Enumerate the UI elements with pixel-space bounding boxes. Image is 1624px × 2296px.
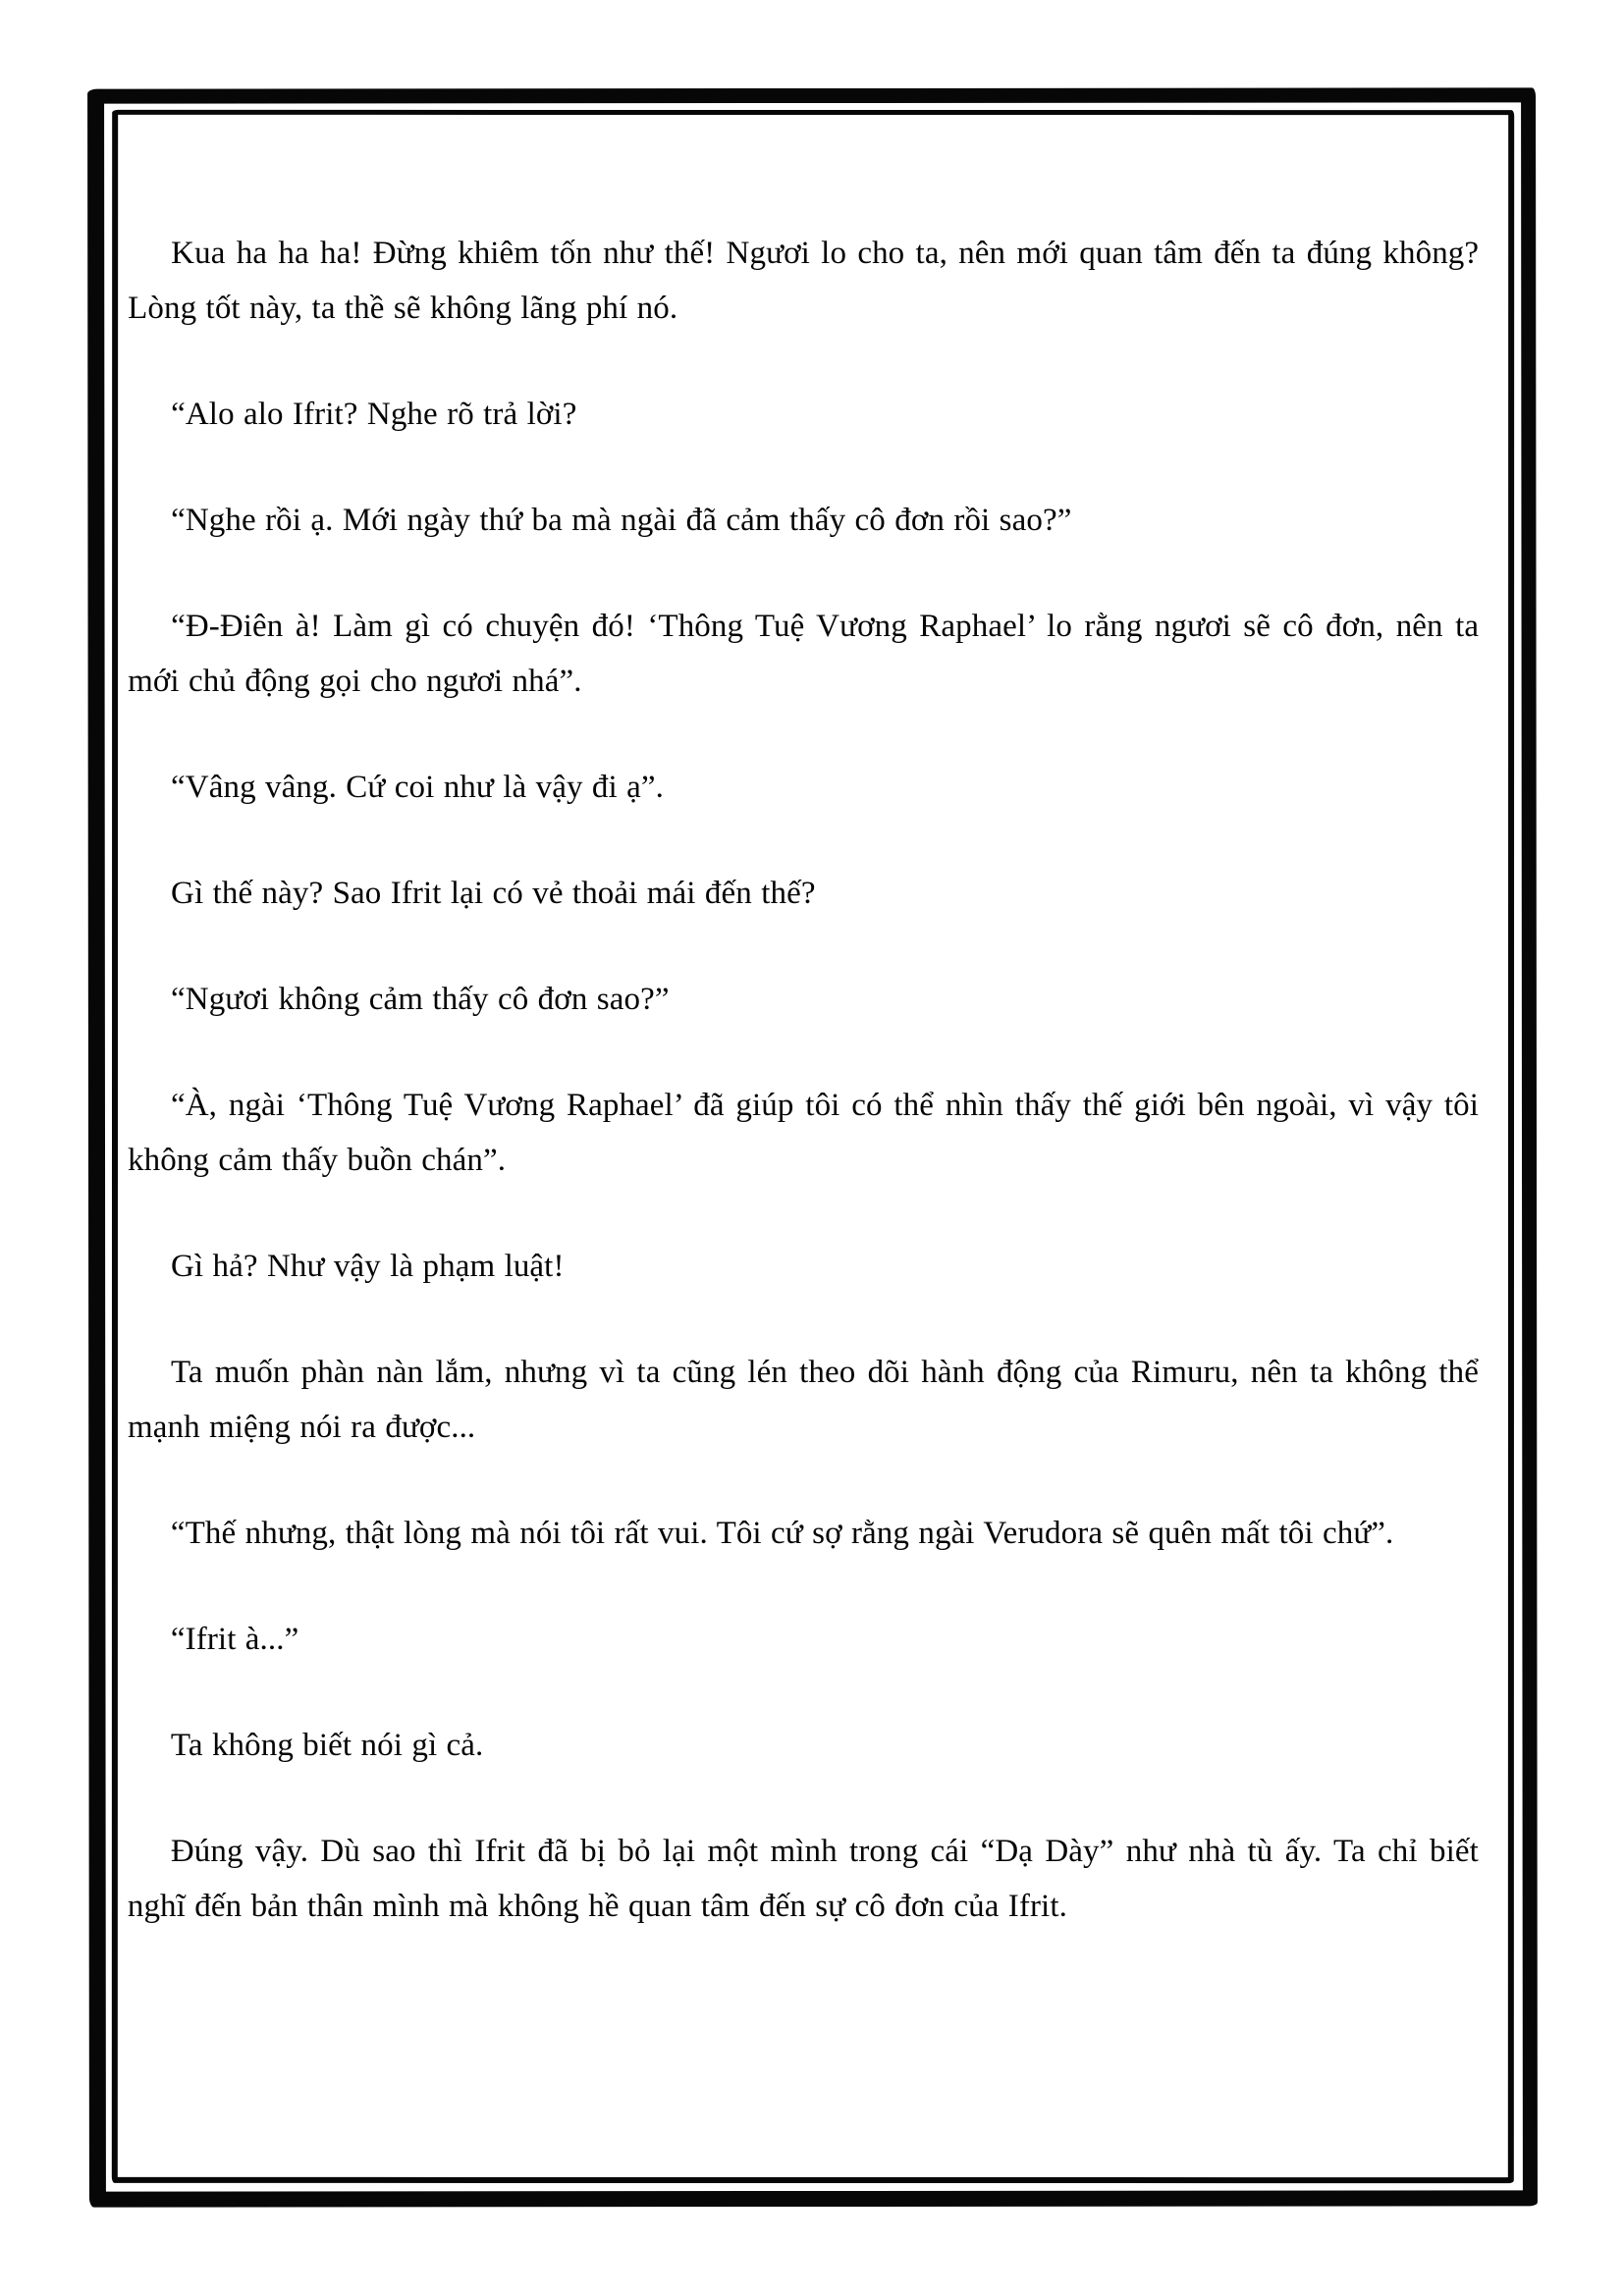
paragraph: “Alo alo Ifrit? Nghe rõ trả lời? bbox=[171, 396, 577, 432]
page-text-area bbox=[118, 115, 1508, 2177]
paragraph: “Ngươi không cảm thấy cô đơn sao?” bbox=[171, 981, 670, 1017]
paragraph: Gì hả? Như vậy là phạm luật! bbox=[170, 1248, 565, 1284]
paragraph: “Vâng vâng. Cứ coi như là vậy đi ạ”. bbox=[171, 769, 664, 805]
paragraph: Gì thế này? Sao Ifrit lại có vẻ thoải mái đến thế? bbox=[171, 875, 816, 912]
paragraph: “Thế nhưng, thật lòng mà nói tôi rất vui. Tôi cứ sợ rằng ngài Verudora sẽ quên mất tôi chứ”. bbox=[170, 1515, 1394, 1552]
paragraph: “Nghe rồi ạ. Mới ngày thứ ba mà ngài đã cảm thấy cô đơn rồi sao?” bbox=[171, 502, 1072, 539]
paragraph: “Đ-Điên à! Làm gì có chuyện đó! ‘Thông Tuệ Vương Raphael’ lo rằng ngươi sẽ cô đơn, nên ta mới chủ động gọi cho ngươi nhá”. bbox=[128, 608, 1480, 699]
paragraph: Ta không biết nói gì cả. bbox=[170, 1727, 484, 1763]
decorative-border-outer bbox=[87, 87, 1538, 2207]
decorative-border-inner bbox=[112, 110, 1514, 2183]
paragraph: “Ifrit à...” bbox=[170, 1621, 299, 1657]
paragraph: Kua ha ha ha! Đừng khiêm tốn như thế! Ngươi lo cho ta, nên mới quan tâm đến ta đúng không? Lòng tốt này, ta thề sẽ không lãng phí nó. bbox=[128, 235, 1480, 326]
paragraph: Ta muốn phàn nàn lắm, nhưng vì ta cũng lén theo dõi hành động của Rimuru, nên ta không thể mạnh miệng nói ra được... bbox=[127, 1354, 1479, 1445]
paragraph: “À, ngài ‘Thông Tuệ Vương Raphael’ đã giúp tôi có thể nhìn thấy thế giới bên ngoài, vì vậy tôi không cảm thấy buồn chán”. bbox=[127, 1087, 1480, 1178]
paragraph: Đúng vậy. Dù sao thì Ifrit đã bị bỏ lại một mình trong cái “Dạ Dày” như nhà tù ấy. Ta chỉ biết nghĩ đến bản thân mình mà không hề quan tâm đến sự cô đơn của Ifrit. bbox=[127, 1833, 1479, 1925]
